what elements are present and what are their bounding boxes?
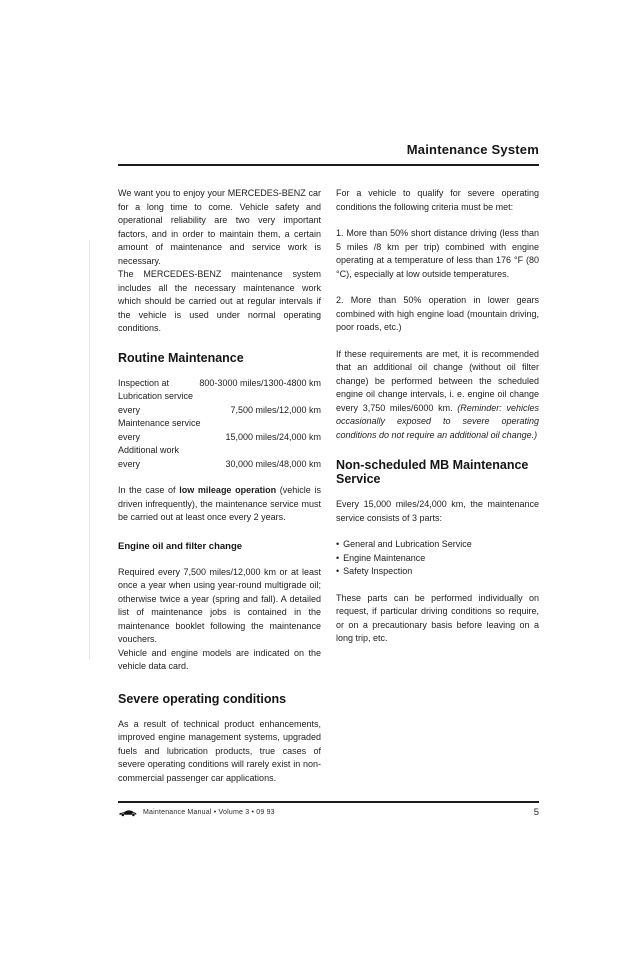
schedule-label: Maintenance service — [118, 418, 201, 428]
scan-artifact-line — [89, 240, 90, 660]
schedule-row — [118, 377, 321, 391]
reminder-italic-text: (Reminder: vehicles occasionally exposed to severe operating conditions do not require an additional oil change.) — [336, 402, 539, 440]
footer-brand-line: Maintenance Manual • Volume 3 • 09 93 — [143, 809, 275, 816]
bullet-icon: • — [336, 566, 340, 576]
engine-oil-heading: Engine oil and filter change — [118, 540, 243, 552]
schedule-label: every — [118, 404, 141, 415]
service-parts-list — [336, 538, 539, 579]
engine-oil-paragraph-1: Required every 7,500 miles/12,000 km or at least once a year when using year-round multigrade oil; otherwise twice a year (spring and fall). A detailed list of maintenance jobs is contained in the maintenance booklet following the maintenance vouchers. — [118, 566, 321, 644]
right-column — [336, 187, 539, 785]
list-item — [336, 552, 539, 566]
criteria-2-paragraph: 2. More than 50% operation in lower gears combined with high engine load (mountain driving, poor roads, etc.) — [336, 295, 539, 332]
page-footer — [118, 801, 539, 818]
schedule-row — [118, 444, 321, 458]
list-item — [336, 565, 539, 579]
schedule-label: every — [118, 458, 141, 469]
schedule-label: Lubrication service — [118, 391, 194, 401]
left-column — [118, 187, 321, 785]
qualify-paragraph: For a vehicle to qualify for severe operating conditions the following criteria must be met: — [336, 188, 539, 212]
low-mileage-paragraph — [118, 484, 321, 525]
engine-oil-paragraph-2: Vehicle and engine models are indicated on the vehicle data card. — [118, 647, 321, 671]
car-icon — [118, 809, 137, 817]
intro-paragraph-2: The MERCEDES-BENZ maintenance system includes all the necessary maintenance work which should be carried out at regular intervals if the vehicle is used under normal operating conditions. — [118, 269, 321, 333]
schedule-row — [118, 390, 321, 404]
criteria-1-paragraph: 1. More than 50% short distance driving (less than 5 miles /8 km per trip) combined with engine operating at a temperature of less than 176 °F (80 °C), especially at low outside temperatures. — [336, 228, 539, 279]
severe-conditions-paragraph: As a result of technical product enhancements, improved engine management systems, upgraded fuels and lubrication products, true cases of severe operating conditions will rarely exist in non-commercial passenger car applications. — [118, 718, 321, 783]
closing-paragraph: These parts can be performed individually on request, if particular driving conditions so require, or on a precautionary basis before leaving on a long trip, etc. — [336, 592, 539, 643]
requirements-text: If these requirements are met, it is recommended that an additional oil change (without oil filter change) be performed between the scheduled engine oil change intervals, i. e. engine oil change every 3,750 miles/6000 km. — [336, 348, 539, 413]
low-mileage-text-post: (vehicle is driven infrequently), the maintenance service must be carried out at least once every 2 years. — [118, 485, 321, 522]
low-mileage-bold-phrase: low mileage operation — [179, 485, 277, 495]
list-item — [336, 538, 539, 552]
schedule-label: every — [118, 431, 141, 442]
schedule-row — [118, 404, 321, 418]
bullet-icon: • — [336, 539, 340, 549]
list-item-label: General and Lubrication Service — [343, 539, 472, 549]
nonscheduled-heading: Non-scheduled MB Maintenance Service — [336, 458, 529, 486]
schedule-label: Inspection at — [118, 377, 170, 388]
schedule-label: Additional work — [118, 445, 180, 455]
header-rule — [118, 164, 539, 166]
schedule-row — [118, 458, 321, 472]
two-column-layout — [118, 187, 539, 785]
intro-paragraph-1: We want you to enjoy your MERCEDES-BENZ car for a long time to come. Vehicle safety and operational reliability are two very important factors, and in order to maintain them, a certain amount of maintenance and service work is necessary. — [118, 188, 321, 266]
page-title: Maintenance System — [406, 142, 539, 157]
list-item-label: Engine Maintenance — [343, 552, 426, 563]
schedule-row — [118, 417, 321, 431]
schedule-row — [118, 431, 321, 445]
low-mileage-text-pre: In the case of — [118, 485, 180, 495]
every-paragraph: Every 15,000 miles/24,000 km, the maintenance service consists of 3 parts: — [336, 499, 539, 523]
schedule-value: 15,000 miles/24,000 km — [225, 431, 321, 442]
routine-maintenance-heading: Routine Maintenance — [118, 350, 244, 365]
schedule-value: 7,500 miles/12,000 km — [230, 404, 321, 415]
severe-conditions-heading: Severe operating conditions — [118, 691, 287, 706]
requirements-paragraph — [336, 348, 539, 443]
maintenance-schedule-table — [118, 377, 321, 472]
page-content — [118, 142, 539, 785]
schedule-value: 30,000 miles/48,000 km — [225, 458, 321, 469]
schedule-value: 800-3000 miles/1300-4800 km — [199, 377, 321, 388]
bullet-icon: • — [336, 552, 340, 563]
list-item-label: Safety Inspection — [343, 566, 413, 576]
page-number: 5 — [533, 807, 539, 818]
